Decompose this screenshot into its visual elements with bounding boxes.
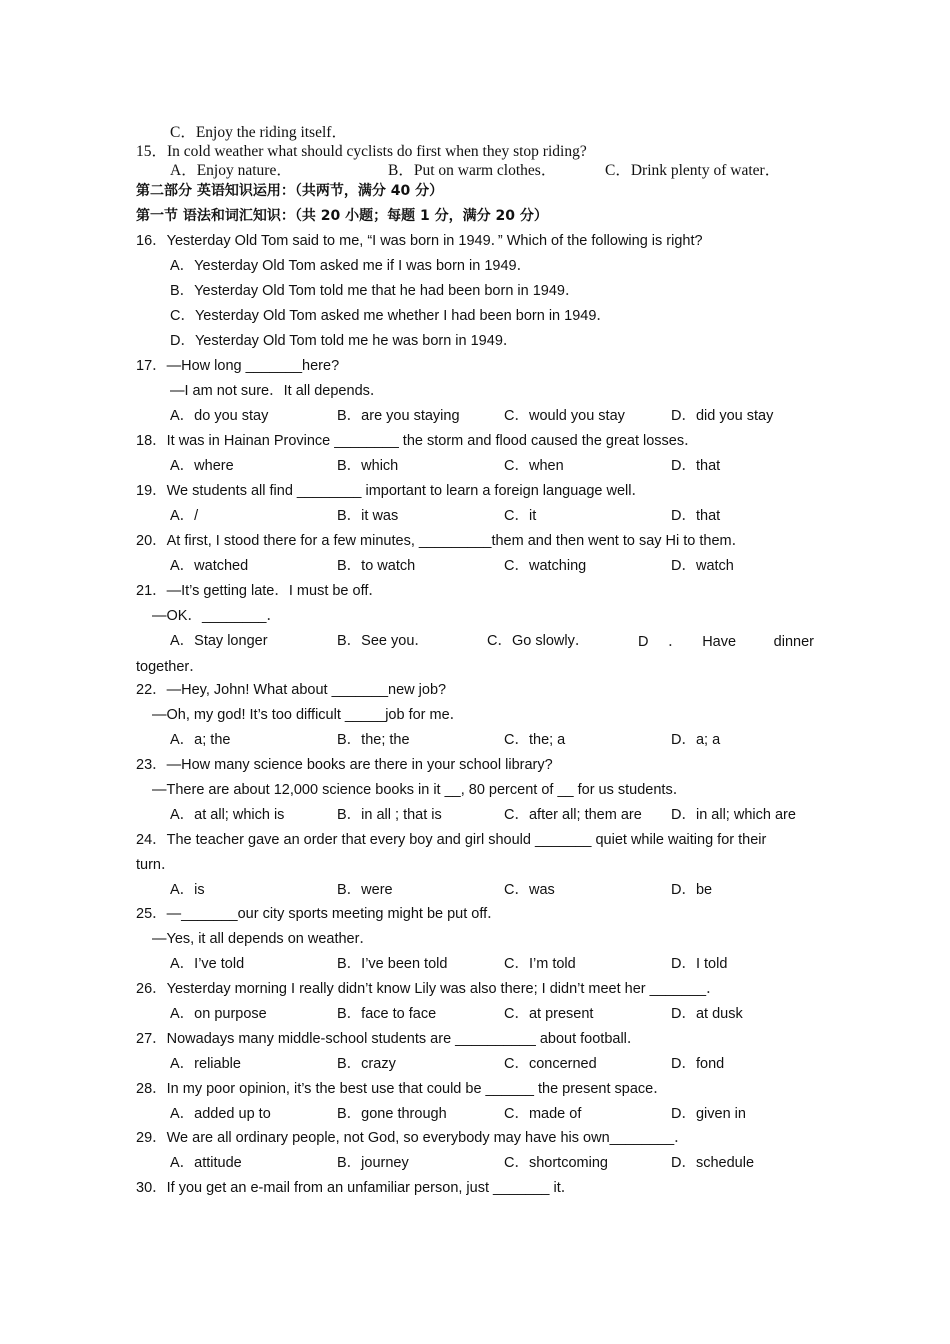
q21-stem: 21．—It’s getting late．I must be off． (136, 583, 383, 599)
q16-option-c: C．Yesterday Old Tom asked me whether I had been born in 1949． (170, 308, 611, 324)
q19-stem: 19．We students all find ________ important to learn a foreign language well． (136, 483, 646, 499)
q20-option-d: D．watch (671, 558, 734, 574)
q29-option-a: A．attitude (170, 1155, 242, 1171)
q22-option-a: A．a; the (170, 732, 231, 748)
q28-option-b: B．gone through (337, 1106, 447, 1122)
q21-option-a: A．Stay longer (170, 633, 268, 649)
q23-dialog: —There are about 12,000 science books in it __, 80 percent of __ for us students． (152, 782, 688, 798)
q19-option-c: C．it (504, 508, 537, 524)
q17-option-c: C．would you stay (504, 408, 625, 424)
q26-option-a: A．on purpose (170, 1006, 267, 1022)
section1-title: 第一节 语法和词汇知识：（共 20 小题；每题 1 分，满分 20 分） (136, 208, 548, 224)
q27-option-d: D．fond (671, 1056, 725, 1072)
q29-option-d: D．schedule (671, 1155, 755, 1171)
q23-option-a: A．at all; which is (170, 807, 285, 823)
q18-option-d: D．that (671, 458, 721, 474)
q28-option-c: C．made of (504, 1106, 582, 1122)
q26-option-c: C．at present (504, 1006, 594, 1022)
q27-option-c: C．concerned (504, 1056, 597, 1072)
q16-stem: 16．Yesterday Old Tom said to me, “I was born in 1949．” Which of the following is right? (136, 233, 703, 249)
q15-stem: 15．In cold weather what should cyclists do first when they stop riding? (136, 143, 587, 160)
q20-option-b: B．to watch (337, 558, 416, 574)
q25-stem: 25．—_______our city sports meeting might be put off． (136, 906, 502, 922)
q19-option-a: A．/ (170, 508, 199, 524)
q24-option-d: D．be (671, 882, 713, 898)
q25-option-c: C．I’m told (504, 956, 576, 972)
q21-option-c: C．Go slowly． (487, 633, 590, 649)
q22-option-d: D．a; a (671, 732, 721, 748)
q18-stem: 18．It was in Hainan Province ________ the storm and flood caused the great losses． (136, 433, 699, 449)
q17-stem: 17．—How long _______here? (136, 358, 340, 374)
q25-option-d: D．I told (671, 956, 728, 972)
q15-option-a: A．Enjoy nature． (170, 162, 292, 179)
q23-stem: 23．—How many science books are there in your school library? (136, 757, 553, 773)
q18-option-b: B．which (337, 458, 399, 474)
q23-option-b: B．in all ; that is (337, 807, 442, 823)
q24-option-c: C．was (504, 882, 555, 898)
q22-option-b: B．the; the (337, 732, 410, 748)
q25-option-a: A．I’ve told (170, 956, 245, 972)
q28-option-d: D．given in (671, 1106, 746, 1122)
q25-dialog: —Yes, it all depends on weather． (152, 931, 374, 947)
q23-option-d: D．in all; which are (671, 807, 796, 823)
q22-dialog: —Oh, my god! It’s too difficult _____job for me． (152, 707, 465, 723)
q29-option-b: B．journey (337, 1155, 409, 1171)
q28-stem: 28．In my poor opinion, it’s the best use that could be ______ the present space． (136, 1081, 668, 1097)
q24-stem-cont: turn． (136, 857, 176, 873)
q21-dialog: —OK．________． (152, 608, 281, 624)
q15-option-c: C．Drink plenty of water． (605, 162, 781, 179)
part2-title: 第二部分 英语知识运用：（共两节，满分 40 分） (136, 183, 444, 199)
q17-option-d: D．did you stay (671, 408, 774, 424)
q18-option-a: A．where (170, 458, 234, 474)
q18-option-c: C．when (504, 458, 564, 474)
q29-option-c: C．shortcoming (504, 1155, 608, 1171)
q24-option-b: B．were (337, 882, 393, 898)
q16-option-d: D．Yesterday Old Tom told me he was born in 1949． (170, 333, 518, 349)
q24-option-a: A．is (170, 882, 205, 898)
q23-option-c: C．after all; them are (504, 807, 642, 823)
q17-option-b: B．are you staying (337, 408, 460, 424)
q14-option-c: C．Enjoy the riding itself． (170, 124, 347, 141)
q27-stem: 27．Nowadays many middle-school students are __________ about football． (136, 1031, 642, 1047)
q25-option-b: B．I’ve been told (337, 956, 448, 972)
q27-option-a: A．reliable (170, 1056, 241, 1072)
q16-option-a: A．Yesterday Old Tom asked me if I was born in 1949． (170, 258, 532, 274)
q30-stem: 30．If you get an e-mail from an unfamiliar person, just _______ it． (136, 1180, 576, 1196)
q29-stem: 29．We are all ordinary people, not God, so everybody may have his own________． (136, 1130, 689, 1146)
q21-option-b: B．See you． (337, 633, 429, 649)
q26-option-d: D．at dusk (671, 1006, 743, 1022)
q17-option-a: A．do you stay (170, 408, 269, 424)
q20-option-c: C．watching (504, 558, 587, 574)
q15-option-b: B．Put on warm clothes． (388, 162, 557, 179)
q26-stem: 26．Yesterday morning I really didn’t know Lily was also there; I didn’t meet her _______． (136, 981, 721, 997)
q17-dialog: —I am not sure．It all depends． (170, 383, 385, 399)
q27-option-b: B．crazy (337, 1056, 396, 1072)
q19-option-d: D．that (671, 508, 721, 524)
q24-stem: 24．The teacher gave an order that every boy and girl should _______ quiet while waiting for their (136, 832, 767, 848)
q22-option-c: C．the; a (504, 732, 566, 748)
q21-option-d: D．Have dinner together． (136, 634, 814, 675)
q19-option-b: B．it was (337, 508, 399, 524)
q28-option-a: A．added up to (170, 1106, 271, 1122)
q16-option-b: B．Yesterday Old Tom told me that he had been born in 1949． (170, 283, 580, 299)
q20-option-a: A．watched (170, 558, 249, 574)
q20-stem: 20．At first, I stood there for a few minutes, _________them and then went to say Hi to them． (136, 533, 747, 549)
q22-stem: 22．—Hey, John! What about _______new job? (136, 682, 447, 698)
q26-option-b: B．face to face (337, 1006, 437, 1022)
